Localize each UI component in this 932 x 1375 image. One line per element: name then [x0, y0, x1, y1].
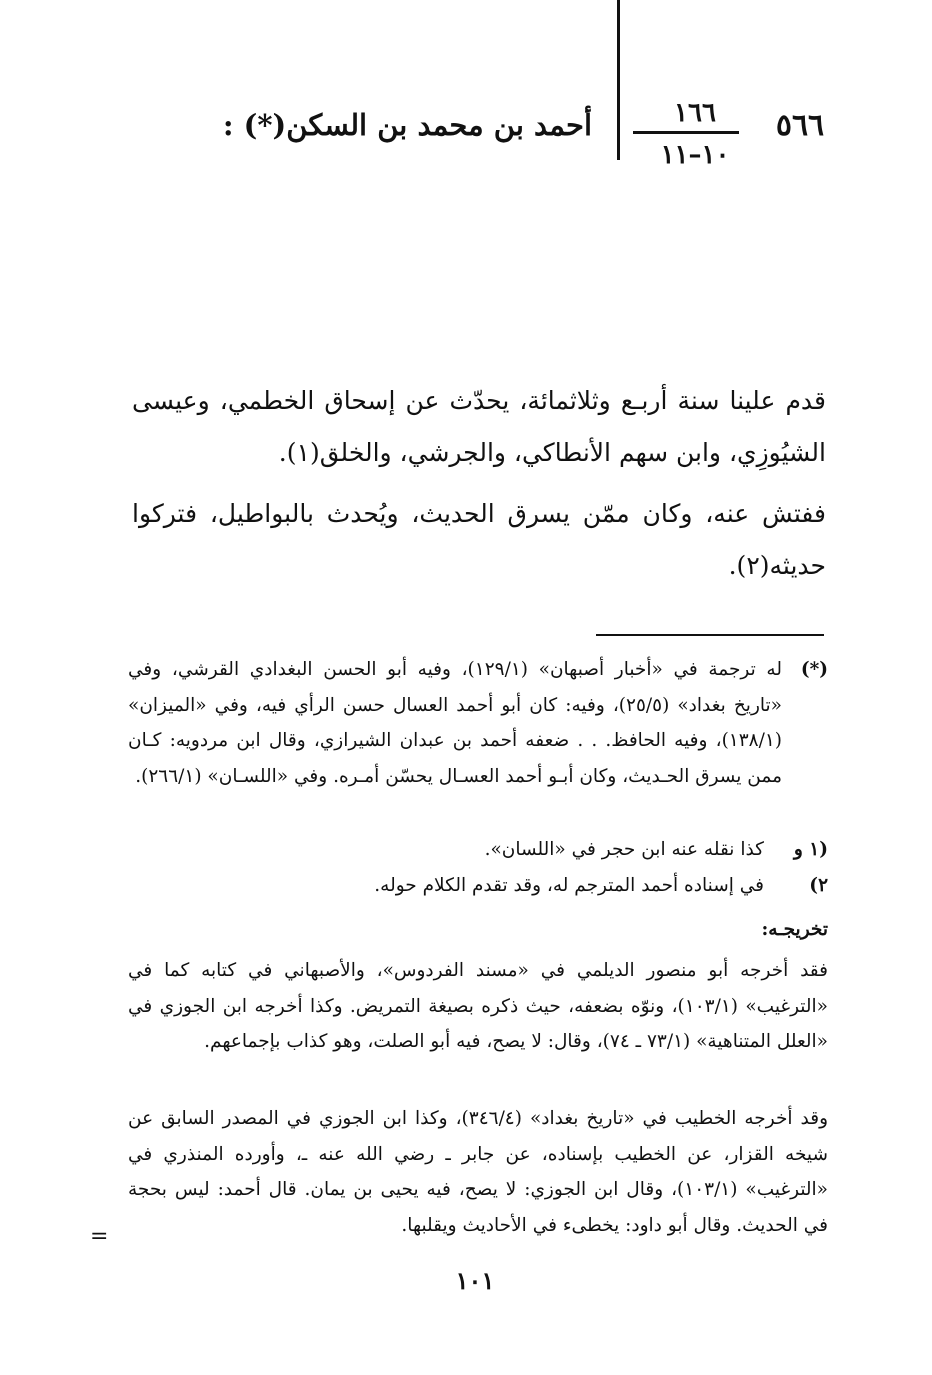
hadith-number-bottom: ١٠–١١ [660, 140, 730, 170]
fraction-line [633, 131, 739, 134]
footnote-1-2-text: كذا نقله عنه ابن حجر في «اللسان». [484, 839, 764, 860]
hadith-number-top: ١٦٦ [674, 98, 716, 128]
footnote-separator [596, 634, 824, 636]
takhrij-paragraph-2: وقد أخرجه الخطيب في «تاريخ بغداد» (٣٤٦/٤)، وكذا ابن الجوزي في المصدر السابق عن شيخه القزار، عن الخطيب بإسناده، عن جابر ـ رضي الله عنه ـ، وأورده المنذري في «الترغيب» (١٠٣/١)، وقال ابن الجوزي: لا يصح، فيه يحيى بن يمان. قال أحمد: ليس بحجة في الحديث. وقال أبو داود: يخطىء في الأحاديث ويقلبها. [128, 1108, 828, 1236]
page-title: أحمد بن محمد بن السكن(*) : [222, 108, 592, 142]
header-vertical-rule [617, 0, 620, 160]
footnote-star [128, 652, 828, 794]
footnote-star-marker: (*) [800, 659, 828, 680]
body-paragraph-2: ففتش عنه، وكان ممّن يسرق الحديث، ويُحدث بالبواطيل، فتركوا حديثه(٢). [132, 499, 826, 580]
footnote-star-text: له ترجمة في «أخبار أصبهان» (١٢٩/١)، وفيه أبو الحسن البغدادي القرشي، وفي «تاريخ بغداد» (٢٥/٥)، وفيه: كان أبو أحمد العسال حسن الرأي فيه، وفي «الميزان» (١٣٨/١)، وفيه الحافظ. . . ضعفه أحمد بن عبدان الشيرازي، وقال ابن مردويه: كـان ممن يسرق الحـديث، وكان أبـو أحمد العسـال يحسّن أمـره. وفي «اللسـان» (٢٦٦/١). [128, 659, 782, 787]
continuation-mark: = [90, 1224, 109, 1249]
takhrij-paragraph-1: فقد أخرجه أبو منصور الديلمي في «مسند الفردوس»، والأصبهاني في كتابه كما في «الترغيب» (١٠٣/١)، ونوّه بضعفه، حيث ذكره بصيغة التمريض. وكذا أخرجه ابن الجوزي في «العلل المتناهية» (٧٣/١ ـ ٧٤)، وقال: لا يصح، فيه أبو الصلت، وهو كذاب بإجماعهم. [128, 960, 828, 1052]
page-number: ١٠١ [455, 1266, 495, 1295]
footnote-1-2-line-2: في إسناده أحمد المترجم له، وقد تقدم الكلام حوله. [374, 875, 764, 896]
footnote-1-2-marker: (١ و ٢) [793, 839, 828, 896]
body-paragraph-1: قدم علينا سنة أربـع وثلاثمائة، يحدّث عن إسحاق الخطمي، وعيسى الشيُوزِي، وابن سهم الأنطاكي، والجرشي، والخلق(١). [132, 386, 826, 467]
takhrij-heading: تخريجـه: [761, 919, 828, 940]
entry-number: ٥٦٦ [775, 108, 825, 143]
